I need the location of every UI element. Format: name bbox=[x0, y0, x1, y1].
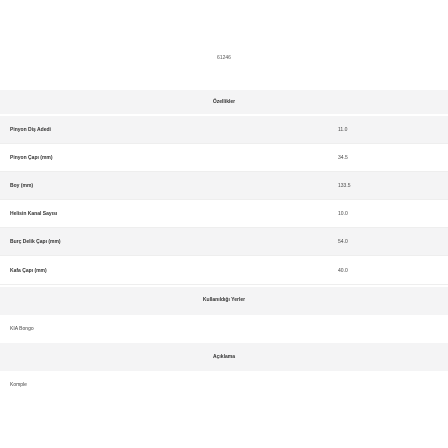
usage-title: Kullanıldığı Yerler bbox=[202, 297, 246, 303]
product-code: 61246 bbox=[217, 55, 231, 61]
description-title: Açıklama bbox=[213, 354, 235, 360]
spec-value: 133.5 bbox=[338, 182, 351, 189]
spec-row bbox=[0, 172, 448, 200]
spec-row bbox=[0, 144, 448, 172]
spec-label: Kafa Çapı (mm) bbox=[10, 267, 47, 274]
spec-value: 34.5 bbox=[338, 154, 348, 161]
spec-row bbox=[0, 116, 448, 144]
spec-value: 10.0 bbox=[338, 210, 348, 217]
spec-value: 54.0 bbox=[338, 238, 348, 245]
spec-label: Helisin Kanal Sayısı bbox=[10, 210, 58, 217]
specs-title: Özellikler bbox=[212, 99, 236, 105]
description-text: Komple bbox=[10, 382, 27, 388]
spec-label: Burç Delik Çapı (mm) bbox=[10, 238, 61, 245]
spec-row bbox=[0, 257, 448, 285]
spec-row bbox=[0, 200, 448, 228]
spec-label: Pinyon Diş Adedi bbox=[10, 126, 51, 133]
spec-label: Boy (mm) bbox=[10, 182, 34, 189]
spec-value: 11.0 bbox=[338, 126, 348, 133]
spec-row bbox=[0, 228, 448, 256]
usage-item: KIA Bongo bbox=[10, 326, 34, 332]
spec-value: 40.0 bbox=[338, 267, 348, 274]
spec-label: Pinyon Çapı (mm) bbox=[10, 154, 53, 161]
